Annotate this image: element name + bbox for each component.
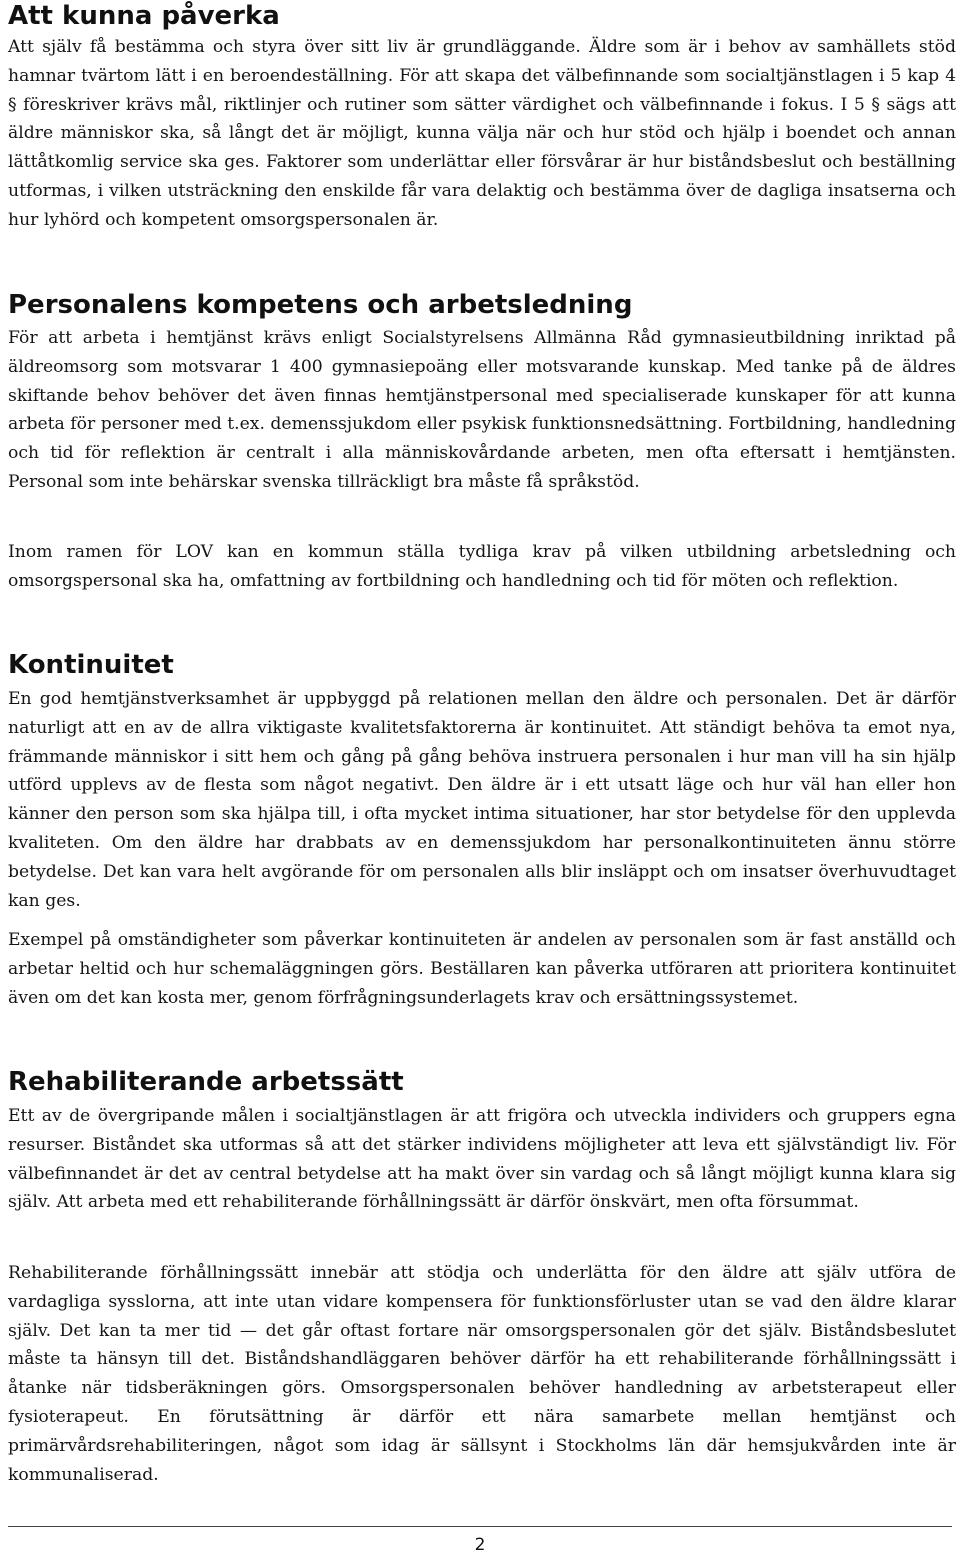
paragraph-personalens-kompetens-1: För att arbeta i hemtjänst krävs enligt Socialstyrelsens Allmänna Råd gymnasieutbildning inriktad på äldreomsorg som motsvarar 1 400 gymnasiepoäng eller motsvarande kunskap. Med tanke på de äldres skiftande behov behöver det även finnas hemtjänstpersonal med specialiserade kunskaper för att kunna arbeta för personer med t.ex. demenssjukdom eller psykisk funktionsnedsättning. Fortbildning, handledning och tid för reflektion är centralt i alla människovårdande arbeten, men ofta eftersatt i hemtjänsten. Personal som inte behärskar svenska tillräckligt bra måste få språkstöd. (8, 328, 956, 492)
section-heading-kontinuitet: Kontinuitet (8, 650, 174, 680)
paragraph-rehabiliterande-1: Ett av de övergripande målen i socialtjänstlagen är att frigöra och utveckla individers och gruppers egna resurser. Biståndet ska utformas så att det stärker individens möjligheter att leva ett självständigt liv. För välbefinnandet är det av central betydelse att ha makt över sin vardag och så långt möjligt kunna klara sig själv. Att arbeta med ett rehabiliterande förhållningssätt är därför önskvärt, men ofta försummat. (8, 1106, 956, 1213)
paragraph-personalens-kompetens-2: Inom ramen för LOV kan en kommun ställa tydliga krav på vilken utbildning arbetsledning och omsorgspersonal ska ha, omfattning av fortbildning och handledning och tid för möten och reflektion. (8, 542, 956, 591)
paragraph-kontinuitet-2: Exempel på omständigheter som påverkar kontinuiteten är andelen av personalen som är fast anställd och arbetar heltid och hur schemaläggningen görs. Beställaren kan påverka utföraren att prioritera kontinuitet även om det kan kosta mer, genom förfrågningsunderlagets krav och ersättningssystemet. (8, 930, 956, 1008)
paragraph-rehabiliterande-2: Rehabiliterande förhållningssätt innebär att stödja och underlätta för den äldre att själv utföra de vardagliga sysslorna, att inte utan vidare kompensera för funktionsförluster utan se vad den äldre klarar själv. Det kan ta mer tid — det går oftast fortare när omsorgspersonalen gör det själv. Biståndsbeslutet måste ta hänsyn till det. Biståndshandläggaren behöver därför ha ett rehabiliterande förhållningssätt i åtanke när tidsberäkningen görs. Omsorgspersonalen behöver handledning av arbetsterapeut eller fysioterapeut. En förutsättning är därför ett nära samarbete mellan hemtjänst och primärvårdsrehabiliteringen, något som idag är sällsynt i Stockholms län där hemsjukvården inte är kommunaliserad. (8, 1263, 956, 1485)
section-heading-att-kunna-paverka: Att kunna påverka (8, 1, 280, 31)
section-heading-personalens-kompetens: Personalens kompetens och arbetsledning (8, 290, 633, 320)
paragraph-att-kunna-paverka: Att själv få bestämma och styra över sitt liv är grundläggande. Äldre som är i behov av samhällets stöd hamnar tvärtom lätt i en beroendeställning. För att skapa det välbefinnande som socialtjänstlagen i 5 kap 4 § föreskriver krävs mål, riktlinjer och rutiner som sätter värdighet och välbefinnande i fokus. I 5 § sägs att äldre människor ska, så långt det är möjligt, kunna välja när och hur stöd och hjälp i boendet och annan lättåtkomlig service ska ges. Faktorer som underlättar eller försvårar är hur biståndsbeslut och beställning utformas, i vilken utsträckning den enskilde får vara delaktig och bestämma över de dagliga insatserna och hur lyhörd och kompetent omsorgspersonalen är. (8, 37, 956, 230)
section-heading-rehabiliterande-arbetssatt: Rehabiliterande arbetssätt (8, 1067, 404, 1097)
footer-divider (8, 1526, 952, 1527)
paragraph-kontinuitet-1: En god hemtjänstverksamhet är uppbyggd på relationen mellan den äldre och personalen. Det är därför naturligt att en av de allra viktigaste kvalitetsfaktorerna är kontinuitet. Att ständigt behöva ta emot nya, främmande människor i sitt hem och gång på gång behöva instruera personalen i hur man vill ha sin hjälp utförd upplevs av de flesta som något negativt. Den äldre är i ett utsatt läge och hur väl han eller hon känner den person som ska hjälpa till, i ofta mycket intima situationer, har stor betydelse för den upplevda kvaliteten. Om den äldre har drabbats av en demenssjukdom har personalkontinuiteten ännu större betydelse. Det kan vara helt avgörande för om personalen alls blir insläppt och om insatser överhuvudtaget kan ges. (8, 689, 956, 911)
page-number: 2 (474, 1535, 486, 1555)
